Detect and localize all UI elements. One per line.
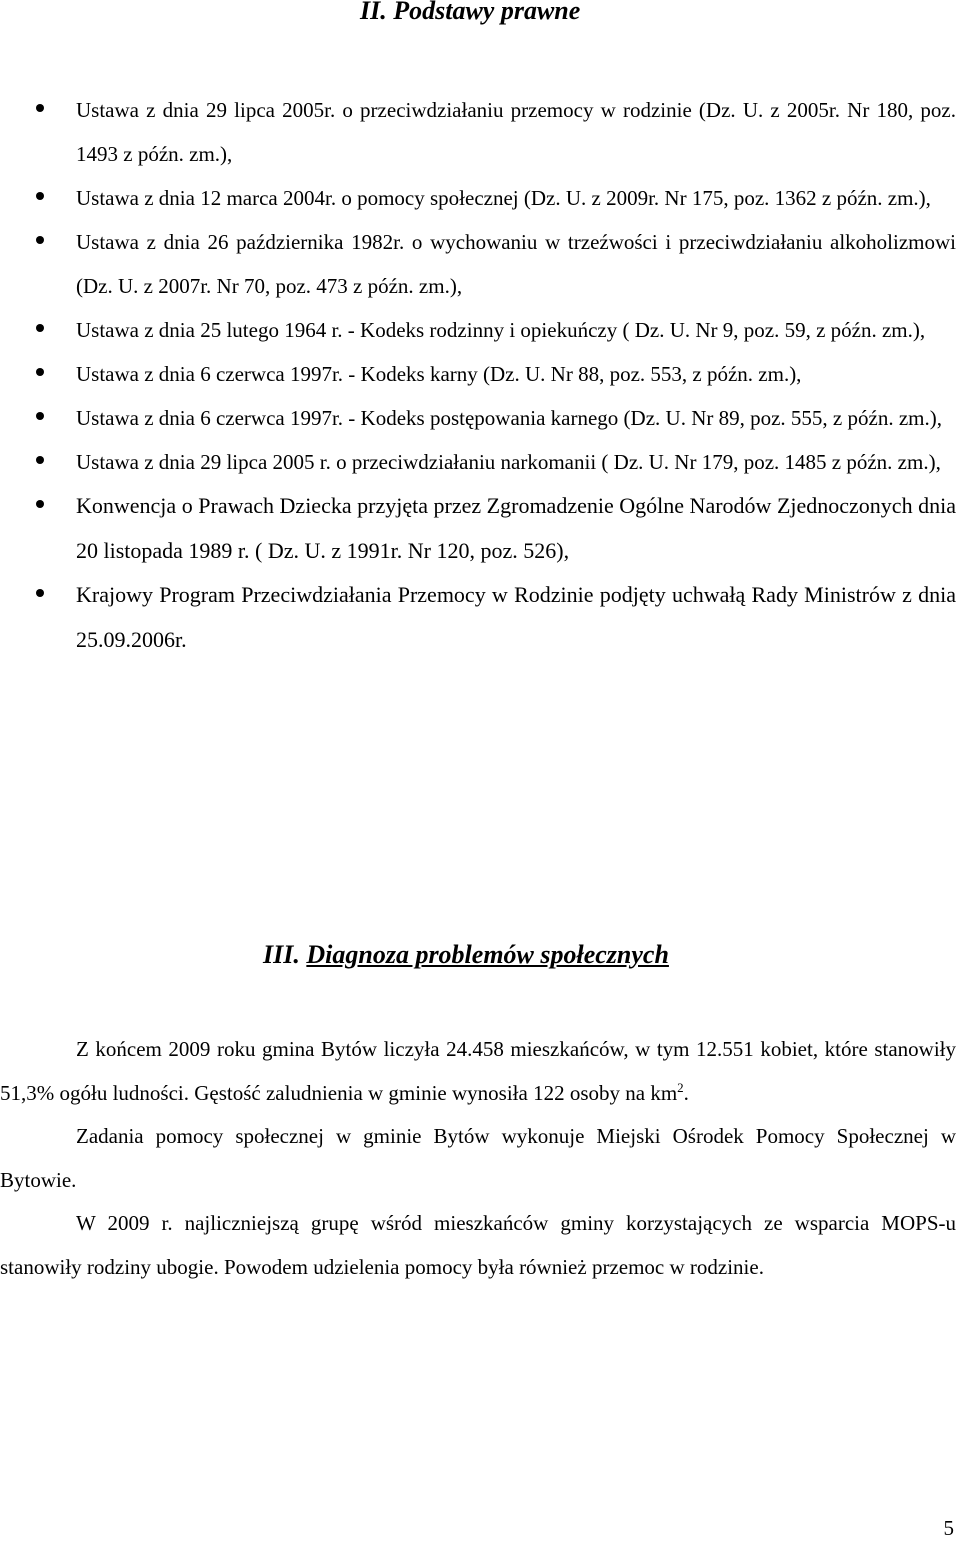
bullet-icon [36, 500, 44, 508]
legal-basis-item-text: Konwencja o Prawach Dziecka przyjęta przez Zgromadzenie Ogólne Narodów Zjednoczonych dnia 20 listopada 1989 r. ( Dz. U. z 1991r. Nr 120, poz. 526), [76, 493, 956, 563]
section-heading-diagnosis [263, 940, 669, 970]
bullet-icon [36, 456, 44, 464]
legal-basis-item-text: Ustawa z dnia 6 czerwca 1997r. - Kodeks postępowania karnego (Dz. U. Nr 89, poz. 555, z późn. zm.), [76, 406, 942, 430]
legal-basis-item [0, 308, 960, 352]
legal-basis-item [0, 220, 960, 308]
superscript: 2 [677, 1079, 684, 1095]
bullet-icon [36, 104, 44, 112]
legal-basis-item-text: Ustawa z dnia 6 czerwca 1997r. - Kodeks karny (Dz. U. Nr 88, poz. 553, z późn. zm.), [76, 362, 802, 386]
paragraph-population-end: . [683, 1080, 689, 1105]
legal-basis-item-text: Ustawa z dnia 29 lipca 2005r. o przeciwdziałaniu przemocy w rodzinie (Dz. U. z 2005r. Nr 180, poz. 1493 z późn. zm.), [76, 98, 956, 166]
page-number: 5 [943, 1516, 954, 1540]
legal-basis-item-text: Ustawa z dnia 12 marca 2004r. o pomocy społecznej (Dz. U. z 2009r. Nr 175, poz. 1362 z późn. zm.), [76, 186, 931, 210]
section-number: III. [263, 940, 300, 969]
legal-basis-item-text: Ustawa z dnia 26 października 1982r. o wychowaniu w trzeźwości i przeciwdziałaniu alkoholizmowi (Dz. U. z 2007r. Nr 70, poz. 473 z późn. zm.), [76, 230, 956, 298]
bullet-icon [36, 412, 44, 420]
bullet-icon [36, 368, 44, 376]
legal-basis-list [0, 88, 960, 662]
legal-basis-item [0, 573, 960, 662]
legal-basis-item [0, 440, 960, 484]
legal-basis-item [0, 88, 960, 176]
legal-basis-item-text: Ustawa z dnia 25 lutego 1964 r. - Kodeks rodzinny i opiekuńczy ( Dz. U. Nr 9, poz. 59, z późn. zm.), [76, 318, 926, 342]
bullet-icon [36, 589, 44, 597]
diagnosis-body [0, 1028, 956, 1289]
legal-basis-item [0, 176, 960, 220]
legal-basis-item-text: Ustawa z dnia 29 lipca 2005 r. o przeciwdziałaniu narkomanii ( Dz. U. Nr 179, poz. 1485 z późn. zm.), [76, 450, 941, 474]
paragraph-population-text: Z końcem 2009 roku gmina Bytów liczyła 24.458 mieszkańców, w tym 12.551 kobiet, które stanowiły 51,3% ogółu ludności. Gęstość zaludnienia w gminie wynosiła 122 osoby na km [0, 1037, 956, 1105]
legal-basis-item [0, 352, 960, 396]
paragraph-population [0, 1028, 956, 1115]
section-heading-legal-basis: II. Podstawy prawne [360, 0, 581, 25]
legal-basis-item-text: Krajowy Program Przeciwdziałania Przemocy w Rodzinie podjęty uchwałą Rady Ministrów z dnia 25.09.2006r. [76, 582, 956, 652]
legal-basis-item [0, 396, 960, 440]
paragraph-support-groups: W 2009 r. najliczniejszą grupę wśród mieszkańców gminy korzystających ze wsparcia MOPS-u stanowiły rodziny ubogie. Powodem udzielenia pomocy była również przemoc w rodzinie. [0, 1211, 956, 1279]
bullet-icon [36, 192, 44, 200]
legal-basis-item [0, 484, 960, 573]
section-title: Diagnoza problemów społecznych [306, 940, 669, 969]
bullet-icon [36, 324, 44, 332]
bullet-icon [36, 236, 44, 244]
paragraph-social-assistance: Zadania pomocy społecznej w gminie Bytów wykonuje Miejski Ośrodek Pomocy Społecznej w Bytowie. [0, 1124, 956, 1192]
